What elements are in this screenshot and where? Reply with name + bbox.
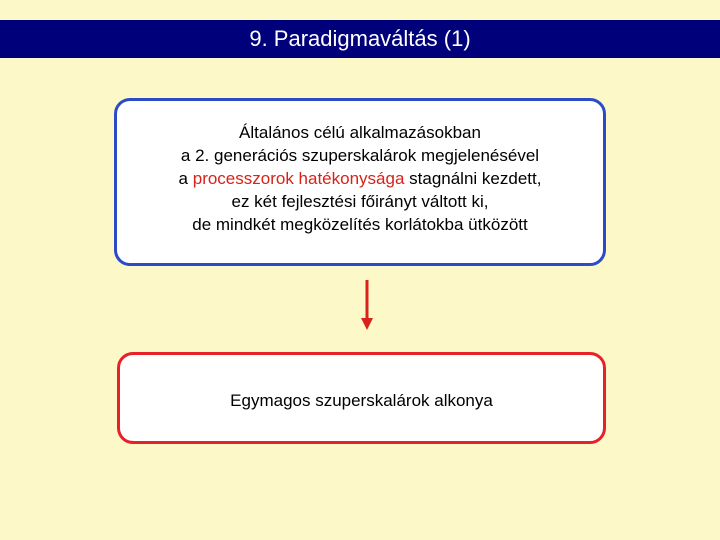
down-arrow-icon — [352, 278, 382, 334]
premise-box — [114, 98, 606, 266]
slide-title-bar — [0, 20, 720, 58]
premise-line-4: ez két fejlesztési főirányt váltott ki, — [231, 192, 489, 211]
conclusion-box — [117, 352, 606, 444]
premise-line-3-prefix: a — [178, 169, 193, 188]
slide-title: 9. Paradigmaváltás (1) — [249, 26, 471, 51]
premise-highlight: processzorok hatékonysága — [192, 169, 405, 188]
premise-line-3 — [117, 167, 603, 190]
premise-line-5: de mindkét megközelítés korlátokba ütközött — [192, 215, 528, 234]
premise-line-3-suffix: stagnálni kezdett, — [404, 169, 542, 188]
premise-line-1: Általános célú alkalmazásokban — [239, 123, 481, 142]
premise-line-2: a 2. generációs szuperskalárok megjelenésével — [180, 146, 540, 165]
conclusion-text: Egymagos szuperskalárok alkonya — [230, 391, 493, 410]
